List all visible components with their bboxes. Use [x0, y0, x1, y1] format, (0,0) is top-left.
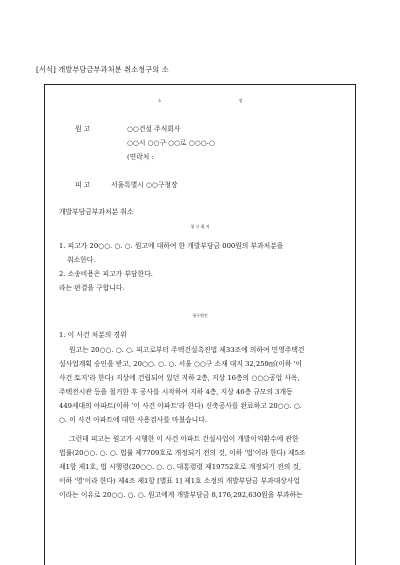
claim-line: 2. 소송비용은 피고가 부담한다.	[59, 270, 153, 278]
paragraph-line: ○. 이 사건 아파트에 대한 사용검사를 마쳤습니다.	[59, 416, 207, 424]
claim-heading: 청 구 취 지	[190, 224, 210, 229]
section-heading: 1. 이 사건 처분의 경위	[59, 331, 127, 339]
plaintiff-contact: (연락처 :	[127, 153, 154, 161]
paragraph-line: 법률(20○○. ○. ○. 법률 제7709호로 개정되기 전의 것, 이하 '법'이라 한다) 제5조	[59, 449, 306, 457]
plaintiff-name: ○○건설 주식회사	[127, 125, 181, 133]
claim-line: 취소한다.	[67, 256, 96, 264]
claim-line: 라는 판결을 구합니다.	[59, 284, 125, 292]
defendant-name: 서울특별시 ○○구청장	[111, 181, 178, 189]
paragraph-line: 사건 토지'라 한다) 지상에 건립되어 있던 지하 2층, 지상 16층의 ○○○공업 사옥,	[59, 374, 300, 382]
cause-heading: 청구원인	[192, 313, 208, 318]
paragraph-line: 설사업계획 승인을 받고, 20○○. ○. ○. 서울 ○○구 소재 대지 32,259㎡(이하 '이	[59, 360, 303, 368]
paragraph-line: 그런데 피고는 원고가 시행한 이 사건 아파트 건설사업이 개발이익환수에 관한	[69, 435, 299, 443]
document-title: 소 장	[157, 98, 281, 103]
paragraph-line: 이라는 이유로 20○○. ○. ○. 원고에게 개발부담금 8,176,292,630원을 부과하는	[59, 491, 303, 499]
complaint-document	[44, 84, 356, 565]
defendant-label: 피 고	[75, 181, 91, 189]
plaintiff-label: 원 고	[75, 125, 91, 133]
form-header: [서식] 개발부담금부과처분 취소청구의 소	[36, 65, 169, 74]
case-name: 개발부담금부과처분 취소	[59, 208, 134, 216]
plaintiff-address: ○○시 ○○구 ○○로 ○○○-○	[127, 139, 215, 147]
paragraph-line: 449세대의 아파트(이하 '이 사건 아파트'라 한다) 신축공사를 완료하고 20○○. ○.	[59, 402, 302, 410]
paragraph-line: 원고는 20○○. ○. ○. 피고로부터 주택건설촉진법 제33조에 의하여 민영주택건	[69, 346, 305, 354]
paragraph-line: 주택전시관 등을 철거한 후 공사를 시작하여 지하 4층, 지상 46층 규모의 3개동	[59, 388, 293, 396]
paragraph-line: 제1항 제1호, 법 시행령(20○○. ○. ○. 대통령령 제19752호로 개정되기 전의 것,	[59, 463, 302, 471]
paragraph-line: 이하 '영'이라 한다) 제4조 제1항 [별표 1] 제1호 소정의 개발부담금 부과대상사업	[59, 477, 301, 485]
claim-line: 1. 피고가 20○○. ○. ○. 원고에 대하여 한 개발부담금 000원의 부과처분을	[59, 242, 284, 250]
